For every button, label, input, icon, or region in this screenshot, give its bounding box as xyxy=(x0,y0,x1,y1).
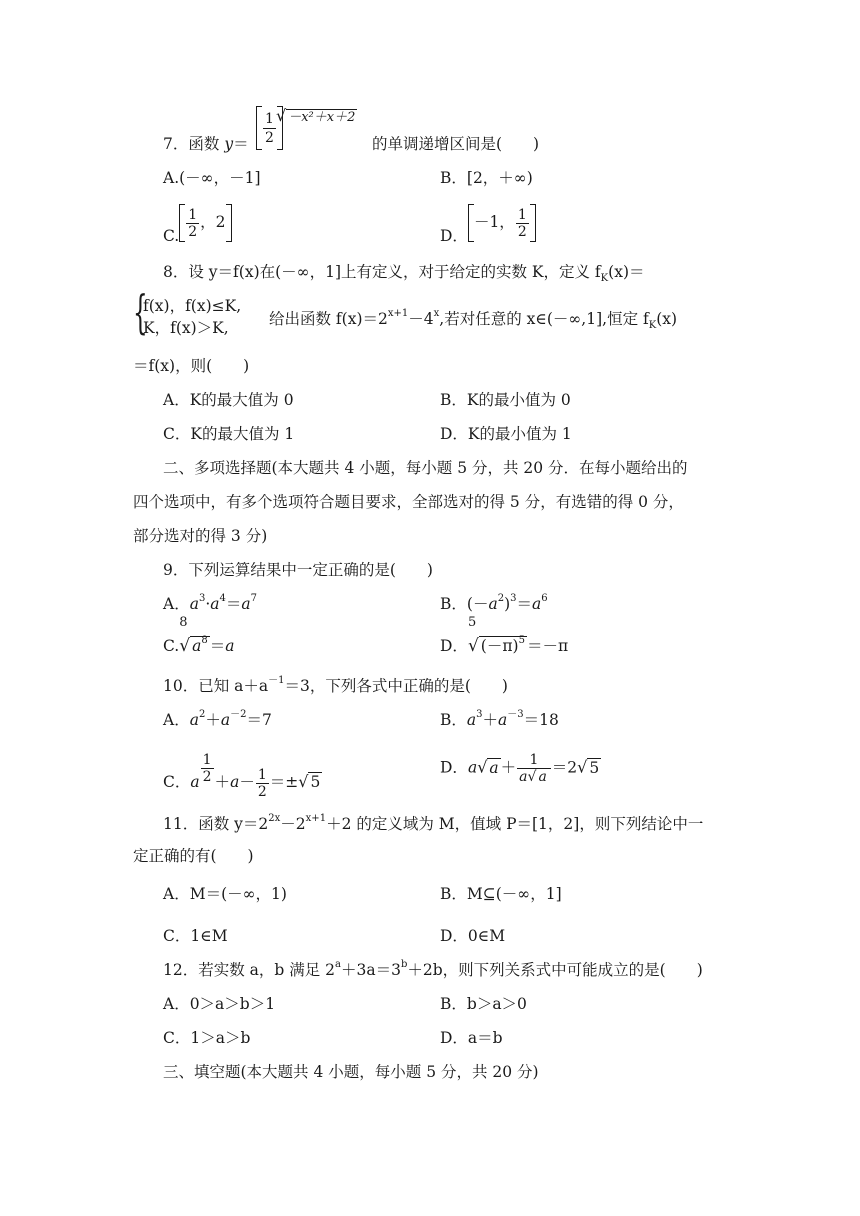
q9-a-label: A． xyxy=(163,595,190,613)
sec3-line1: 三、填空题(本大题共 4 小题，每小题 5 分，共 20 分) xyxy=(163,1063,539,1081)
q7-exponent: √ －x²＋x＋2 xyxy=(276,106,356,125)
q7-c-den: 2 xyxy=(188,223,198,240)
q9-b-label: B． xyxy=(440,595,467,613)
q7-c-num: 1 xyxy=(188,206,198,223)
q7-stem-post: 的单调递增区间是( ) xyxy=(372,135,540,153)
q11-sup1: 2x xyxy=(268,813,281,824)
q12-option-a: A．0＞a＞b＞1 xyxy=(163,995,276,1013)
q7-stem xyxy=(163,134,249,154)
q10-stem xyxy=(163,676,508,696)
sec2-line1: 二、多项选择题(本大题共 4 小题，每小题 5 分，共 20 分．在每小题给出的 xyxy=(163,459,688,477)
q10-stem-sup: －1 xyxy=(268,675,285,686)
q10-c-label: C． xyxy=(163,773,191,791)
q12-option-c: C．1＞a＞b xyxy=(163,1029,251,1047)
q12-option-b: B．b＞a＞0 xyxy=(440,995,527,1013)
q11-sup2: x+1 xyxy=(305,813,327,824)
q7-radicand: －x²＋x＋2 xyxy=(288,110,356,125)
q11-pre: 11．函数 y＝2 xyxy=(163,815,269,833)
q8-line1-end: (x)＝ xyxy=(608,263,645,281)
q12-mid: ＋3a＝3 xyxy=(341,961,401,979)
q9-d-tail: ＝－π xyxy=(526,637,569,655)
q8-given-post: ,若对任意的 x∈(－∞,1],恒定 f xyxy=(439,310,649,328)
q9-option-d: D． 5 √ $(-\pi)^5 =-\pi$ xyxy=(440,615,569,656)
q7-option-d xyxy=(440,204,536,244)
q8-line1 xyxy=(163,262,645,282)
q11-option-d: D．0∈M xyxy=(440,927,506,945)
q7-eq: ＝ xyxy=(233,135,249,153)
q10-a-label: A． xyxy=(163,711,190,729)
q10-stem-post: ＝3，下列各式中正确的是( ) xyxy=(284,677,508,695)
q7-c-rbracket xyxy=(226,204,232,242)
q7-d-num: 1 xyxy=(517,206,527,223)
q8-given-sub: K xyxy=(648,320,657,331)
q7-option-c xyxy=(163,204,232,244)
q9-option-b: B．$(-a^2)^3=a^6$ xyxy=(440,593,548,613)
q11-option-b: B．M⊆(－∞，1] xyxy=(440,885,562,903)
q10-option-a: A．$a^2+a^{-2}=7$ xyxy=(163,709,272,729)
q7-c-rest: ，2 xyxy=(200,213,226,231)
q7-stem-pre: 函数 xyxy=(188,135,225,153)
q10-b-label: B． xyxy=(440,711,467,729)
sec2-line3: 部分选对的得 3 分) xyxy=(133,527,268,545)
q11-option-a: A．M＝(－∞，1) xyxy=(163,885,287,903)
q9-stem: 9．下列运算结果中一定正确的是( ) xyxy=(163,561,433,579)
q8-given-end: (x) xyxy=(656,310,678,328)
q8-given xyxy=(269,309,677,329)
q8-given-sup2: x xyxy=(433,308,440,319)
q8-case1: f(x)，f(x)≤K, xyxy=(143,297,242,315)
q10-option-d: D．a√ a ＋ $\frac{1}{a√ a}$ ＝2√ 5 xyxy=(440,752,600,785)
q7-left-bracket xyxy=(256,106,262,150)
q8-given-mid: －4 xyxy=(408,310,434,328)
q11-post: ＋2 的定义域为 M，值域 P＝[1，2]，则下列结论中一 xyxy=(326,815,704,833)
q7-y: y xyxy=(224,135,234,153)
q8-option-b: B．K的最小值为 0 xyxy=(440,391,571,409)
q8-line3: ＝f(x)，则( ) xyxy=(133,357,250,375)
q8-line1-text: 8．设 y＝f(x)在(－∞，1]上有定义，对于给定的实数 K，定义 f xyxy=(163,263,601,281)
q7-d-label: D． xyxy=(440,227,468,245)
q12-stem xyxy=(163,960,703,980)
q11-option-c: C．1∈M xyxy=(163,927,228,945)
q7-d-pre: －1， xyxy=(473,213,515,231)
q12-sup2: b xyxy=(400,959,408,970)
q8-given-sup1: x+1 xyxy=(387,308,409,319)
q7-fraction xyxy=(263,110,276,147)
q10-option-c: C．a $\frac{1}{2}$ ＋a－ $\frac{1}{2}$ ＝±√ 5 xyxy=(163,752,321,800)
q7-c-lbracket xyxy=(179,204,185,242)
q11-line1 xyxy=(163,814,703,834)
q9-option-a: A．$a^3\cdot a^4=a^7$ xyxy=(163,593,258,613)
q7-frac-den: 2 xyxy=(265,129,274,146)
q7-number: 7． xyxy=(163,135,189,153)
q10-d-label: D． xyxy=(440,758,468,777)
q7-d-frac xyxy=(516,207,529,240)
q12-pre: 12．若实数 a，b 满足 2 xyxy=(163,961,336,979)
q12-option-d: D．a＝b xyxy=(440,1029,503,1047)
q9-d-label: D． xyxy=(440,637,468,655)
q7-option-a: A.(－∞，－1] xyxy=(163,169,261,187)
q8-option-d: D．K的最小值为 1 xyxy=(440,425,572,443)
q9-option-c: C. 8 √ $a^8 =a$ xyxy=(163,615,235,656)
q8-option-a: A．K的最大值为 0 xyxy=(163,391,294,409)
q7-frac-num: 1 xyxy=(265,110,274,127)
sec2-line2: 四个选项中，有多个选项符合题目要求，全部选对的得 5 分，有选错的得 0 分， xyxy=(133,493,684,511)
q11-mid: －2 xyxy=(280,815,306,833)
q9-c-label: C. xyxy=(163,637,180,655)
q7-option-b: B．[2，＋∞) xyxy=(440,169,533,187)
q7-c-label: C. xyxy=(163,227,180,245)
q7-d-rbracket xyxy=(530,204,536,242)
q8-given-pre: 给出函数 f(x)＝2 xyxy=(269,310,388,328)
q8-brace: { xyxy=(133,285,148,339)
q12-sup1: a xyxy=(335,959,341,970)
q8-case2: K，f(x)＞K, xyxy=(143,319,229,337)
q7-c-frac xyxy=(186,207,199,240)
q11-line2: 定正确的有( ) xyxy=(133,847,254,865)
q10-option-b: B．$a^3+a^{-3}=18$ xyxy=(440,709,559,729)
q7-d-den: 2 xyxy=(517,223,527,240)
q10-stem-pre: 10．已知 a＋a xyxy=(163,677,269,695)
q8-line1-sub: K xyxy=(600,273,609,284)
q12-post: ＋2b，则下列关系式中可能成立的是( ) xyxy=(407,961,703,979)
q8-option-c: C．K的最大值为 1 xyxy=(163,425,295,443)
